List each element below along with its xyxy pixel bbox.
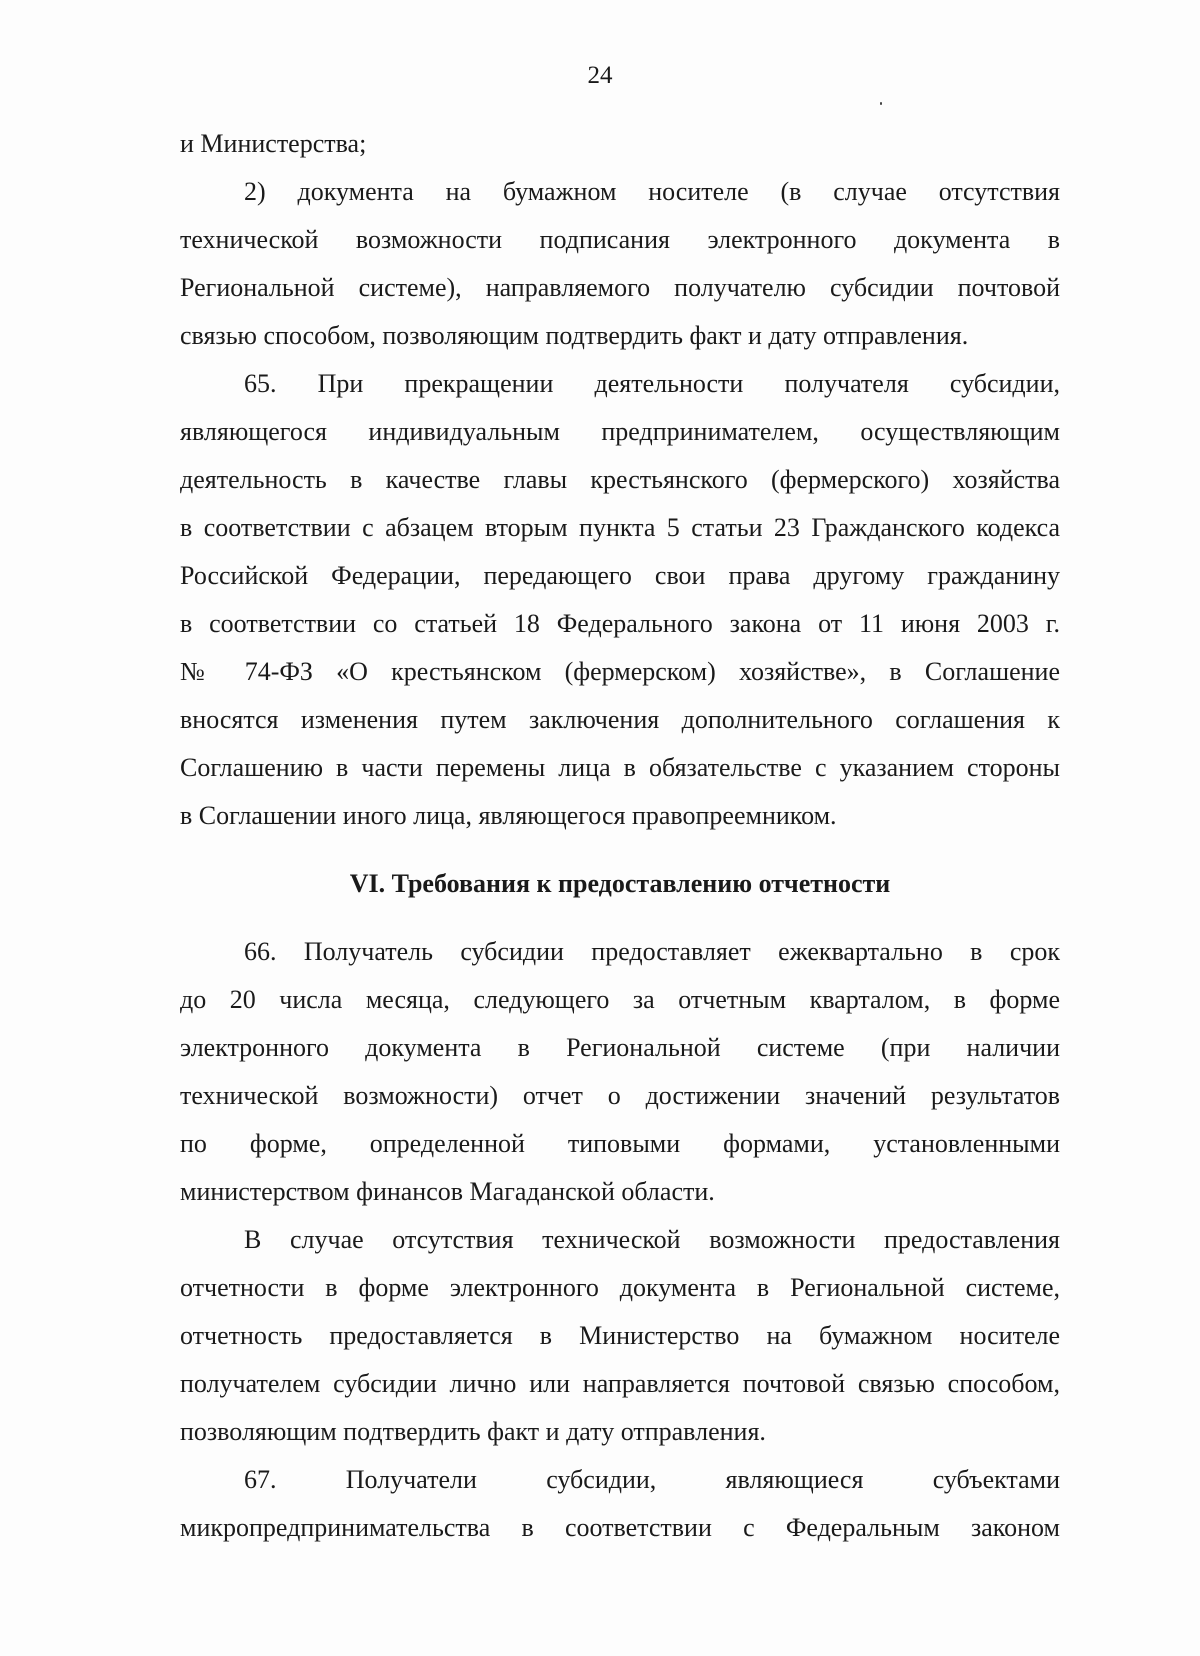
page-number: 24 <box>587 62 613 89</box>
text-line: получателем субсидии лично или направляется почтовой связью способом, <box>180 1369 1060 1398</box>
text-line: электронного документа в Региональной системе (при наличии <box>180 1033 1060 1062</box>
text-line: вносятся изменения путем заключения дополнительного соглашения к <box>180 705 1060 734</box>
text-line: технической возможности) отчет о достижении значений результатов <box>180 1081 1060 1110</box>
text-line: № 74-ФЗ «О крестьянском (фермерском) хозяйстве», в Соглашение <box>180 657 1060 686</box>
text-line: министерством финансов Магаданской области. <box>180 1177 715 1206</box>
text-line: в Соглашении иного лица, являющегося правопреемником. <box>180 801 837 830</box>
text-line: деятельность в качестве главы крестьянского (фермерского) хозяйства <box>180 465 1060 494</box>
text-line: отчетности в форме электронного документа в Региональной системе, <box>180 1273 1060 1302</box>
text-line: позволяющим подтвердить факт и дату отправления. <box>180 1417 766 1446</box>
text-line: В случае отсутствия технической возможности предоставления <box>244 1225 1060 1254</box>
text-line: 65. При прекращении деятельности получателя субсидии, <box>244 369 1060 398</box>
text-line: Российской Федерации, передающего свои права другому гражданину <box>180 561 1060 590</box>
text-line: в соответствии со статьей 18 Федерального закона от 11 июня 2003 г. <box>180 609 1060 638</box>
text-line: микропредпринимательства в соответствии с Федеральным законом <box>180 1513 1060 1542</box>
text-line: 66. Получатель субсидии предоставляет ежеквартально в срок <box>244 937 1060 966</box>
text-line: технической возможности подписания электронного документа в <box>180 225 1060 254</box>
text-line: Региональной системе), направляемого получателю субсидии почтовой <box>180 273 1060 302</box>
text-line: в соответствии с абзацем вторым пункта 5 статьи 23 Гражданского кодекса <box>180 513 1060 542</box>
text-line: до 20 числа месяца, следующего за отчетным кварталом, в форме <box>180 985 1060 1014</box>
text-line: связью способом, позволяющим подтвердить факт и дату отправления. <box>180 321 969 350</box>
text-line: Соглашению в части перемены лица в обязательстве с указанием стороны <box>180 753 1060 782</box>
scan-speck <box>880 102 882 105</box>
document-body <box>180 120 1060 1552</box>
text-line: 67. Получатели субсидии, являющиеся субъектами <box>244 1465 1060 1494</box>
text-line: отчетность предоставляется в Министерство на бумажном носителе <box>180 1321 1060 1350</box>
section-heading: VI. Требования к предоставлению отчетности <box>349 869 891 898</box>
text-line: 2) документа на бумажном носителе (в случае отсутствия <box>244 177 1060 206</box>
text-line: и Министерства; <box>180 129 367 158</box>
text-line: являющегося индивидуальным предпринимателем, осуществляющим <box>180 417 1060 446</box>
text-line: по форме, определенной типовыми формами, установленными <box>180 1129 1060 1158</box>
